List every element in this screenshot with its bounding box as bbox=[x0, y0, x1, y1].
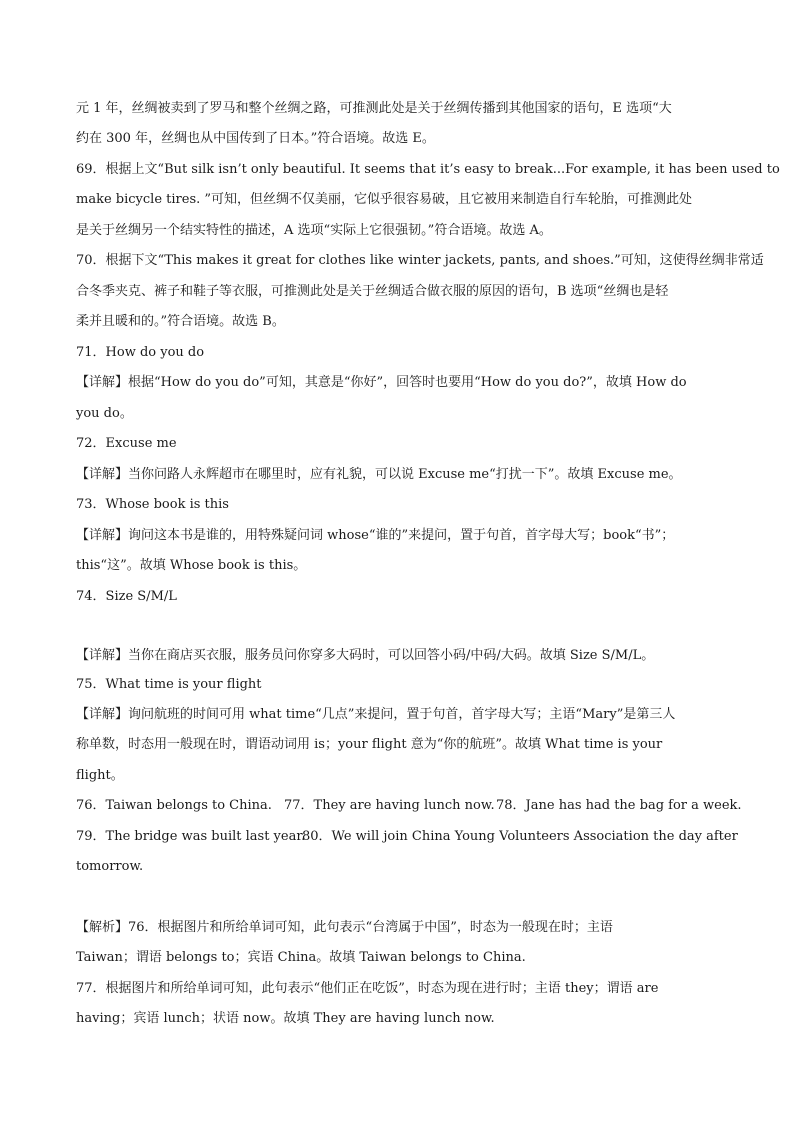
line-text: you do。 bbox=[76, 406, 133, 421]
line-text: 【详解】询问航班的时间可用 what time“几点”来提问，置于句首，首字母大写；主语“Mary”是第三人 bbox=[76, 707, 676, 722]
text-line bbox=[76, 466, 682, 484]
line-text: Taiwan；谓语 belongs to；宾语 China。故填 Taiwan belongs to China. bbox=[76, 950, 526, 965]
text-line bbox=[76, 344, 204, 362]
text-line bbox=[76, 557, 306, 575]
line-text: 【详解】当你在商店买衣服，服务员问你穿多大码时，可以回答小码/中码/大码。故填 Size S/M/L。 bbox=[76, 648, 655, 663]
text-line bbox=[76, 161, 780, 179]
text-line bbox=[76, 858, 143, 876]
text-line bbox=[76, 588, 177, 606]
text-line bbox=[76, 374, 687, 392]
line-text: 约在 300 年，丝绸也从中国传到了日本。”符合语境。故选 E。 bbox=[76, 131, 435, 146]
line-text: 是关于丝绸另一个结实特性的描述，A 选项“实际上它很强韧。”符合语境。故选 A。 bbox=[76, 223, 552, 238]
line-text: 74．Size S/M/L bbox=[76, 589, 177, 604]
text-line bbox=[76, 405, 133, 423]
answer-79: 79．The bridge was built last year. bbox=[76, 829, 306, 844]
text-line bbox=[76, 191, 692, 209]
text-line bbox=[76, 435, 177, 453]
text-line bbox=[76, 949, 526, 967]
answer-77: 77．They are having lunch now. bbox=[284, 798, 495, 813]
text-line bbox=[76, 222, 552, 240]
line-text: 称单数，时态用一般现在时，谓语动词用 is；your flight 意为“你的航班”。故填 What time is your bbox=[76, 737, 663, 752]
text-line bbox=[76, 252, 764, 270]
text-line bbox=[76, 980, 658, 998]
answer-80: 80．We will join China Young Volunteers Association the day after bbox=[302, 829, 738, 844]
line-text: 72．Excuse me bbox=[76, 436, 177, 451]
text-line bbox=[76, 919, 613, 937]
line-text: 70．根据下文“This makes it great for clothes like winter jackets, pants, and shoes.”可知，这使得丝绸非常适 bbox=[76, 253, 764, 268]
line-text: 【详解】询问这本书是谁的，用特殊疑问词 whose“谁的”来提问，置于句首，首字母大写；book“书”； bbox=[76, 528, 675, 543]
line-text: 71．How do you do bbox=[76, 345, 205, 360]
line-text: 【详解】根据“How do you do”可知，其意是“你好”，回答时也要用“How do you do?”，故填 How do bbox=[76, 375, 687, 390]
line-text: 柔并且暖和的。”符合语境。故选 B。 bbox=[76, 314, 285, 329]
text-line bbox=[76, 797, 742, 815]
line-text: flight。 bbox=[76, 768, 124, 783]
line-text: 合冬季夹克、裤子和鞋子等衣服，可推测此处是关于丝绸适合做衣服的原因的语句，B 选项“丝绸也是轻 bbox=[76, 284, 669, 299]
answer-76: 76．Taiwan belongs to China. bbox=[76, 798, 272, 813]
text-line bbox=[76, 767, 124, 785]
answer-78: 78．Jane has had the bag for a week. bbox=[496, 798, 742, 813]
line-text: 元 1 年，丝绸被卖到了罗马和整个丝绸之路，可推测此处是关于丝绸传播到其他国家的语句，E 选项“大 bbox=[76, 101, 672, 116]
text-line bbox=[76, 313, 285, 331]
line-text: this“这”。故填 Whose book is this。 bbox=[76, 558, 307, 573]
line-text: 69．根据上文“But silk isn’t only beautiful. It seems that it’s easy to break...For example, it has been used to bbox=[76, 162, 780, 177]
line-text: having；宾语 lunch；状语 now。故填 They are having lunch now. bbox=[76, 1011, 495, 1026]
line-text: make bicycle tires. ”可知，但丝绸不仅美丽，它似乎很容易破，且它被用来制造自行车轮胎，可推测此处 bbox=[76, 192, 693, 207]
text-line bbox=[76, 676, 262, 694]
text-line bbox=[76, 647, 654, 665]
text-line bbox=[76, 828, 738, 846]
text-line bbox=[76, 130, 435, 148]
line-text: 【详解】当你问路人永辉超市在哪里时，应有礼貌，可以说 Excuse me“打扰一下”。故填 Excuse me。 bbox=[76, 467, 682, 482]
line-text: 【解析】76．根据图片和所给单词可知，此句表示“台湾属于中国”，时态为一般现在时；主语 bbox=[76, 920, 613, 935]
text-line bbox=[76, 496, 229, 514]
line-text: 73．Whose book is this bbox=[76, 497, 229, 512]
line-text: 75．What time is your flight bbox=[76, 677, 262, 692]
text-line bbox=[76, 527, 674, 545]
text-line bbox=[76, 1010, 495, 1028]
line-text: tomorrow. bbox=[76, 859, 144, 874]
text-line bbox=[76, 100, 672, 118]
text-line bbox=[76, 736, 662, 754]
line-text: 77．根据图片和所给单词可知，此句表示“他们正在吃饭”，时态为现在进行时；主语 they；谓语 are bbox=[76, 981, 659, 996]
text-line bbox=[76, 706, 675, 724]
text-line bbox=[76, 283, 668, 301]
